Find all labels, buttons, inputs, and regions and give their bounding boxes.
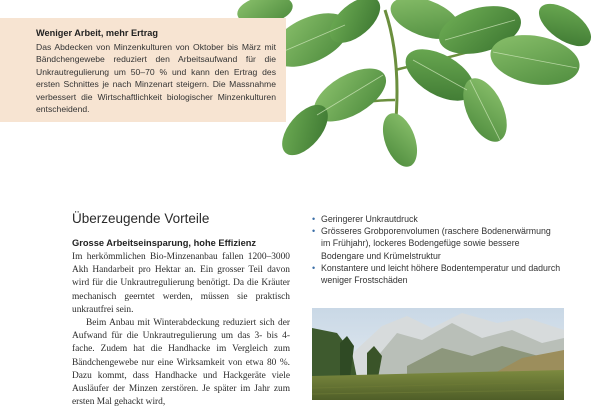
bullet-icon: • [312,214,316,224]
body-paragraph-1: Im herkömmlichen Bio-Minzenanbau fallen 1200–3000 Akh Handarbeit pro Hektar an. Ein grosser Teil davon wird für die Unkrautregulierung benötigt. Da die Kräuter mechanisch geerntet werden, müssen sie praktisch unkrautfrei sein. [72,252,290,315]
list-item-text: Grösseres Grobporenvolumen (raschere Bodenerwärmung im Frühjahr), lockeres Bodengefüge sowie bessere Bodengare und Krümelstruktur [321,226,551,261]
mint-plant-illustration [235,0,605,175]
info-box [0,18,286,122]
subheading: Grosse Arbeitseinsparung, hohe Effizienz [72,238,257,248]
benefit-list [312,213,562,286]
list-item [312,225,562,262]
info-box-title: Weniger Arbeit, mehr Ertrag [36,28,159,38]
right-column [312,213,562,286]
list-item [312,262,562,286]
info-box-text: Das Abdecken von Minzenkulturen von Oktober bis März mit Bändchengewebe reduziert den Arbeitsaufwand für die Unkrautregulierung um 50–70 % und kann den Ertrag des ersten Schnittes je nach Minzenart steigern. Die Massnahme verbessert die Wirtschaftlichkeit biologischer Minzenkulturen entscheidend. [36,42,276,115]
bullet-icon: • [312,226,316,237]
bullet-icon: • [312,262,316,273]
section-heading: Überzeugende Vorteile [72,211,210,226]
list-item-text: Geringerer Unkrautdruck [321,214,418,224]
list-item-text: Konstantere und leicht höhere Bodentemperatur und dadurch weniger Frostschäden [321,262,561,286]
list-item [312,213,562,225]
body-paragraph-2: Beim Anbau mit Winterabdeckung reduziert sich der Aufwand für die Unkrautregulierung um das 3- bis 4-fache. Zudem hat die Handhacke im Vergleich zum Bändchengewebe nur eine Wirksamkeit von etwa 80 %. Dazu kommt, dass Handhacke und Hackgeräte viele Ausläufer der Minzen zerstören. Je später im Jahr zum ersten Mal gehackt wird, [72,318,290,408]
left-column [72,237,290,409]
landscape-photo [312,308,564,400]
